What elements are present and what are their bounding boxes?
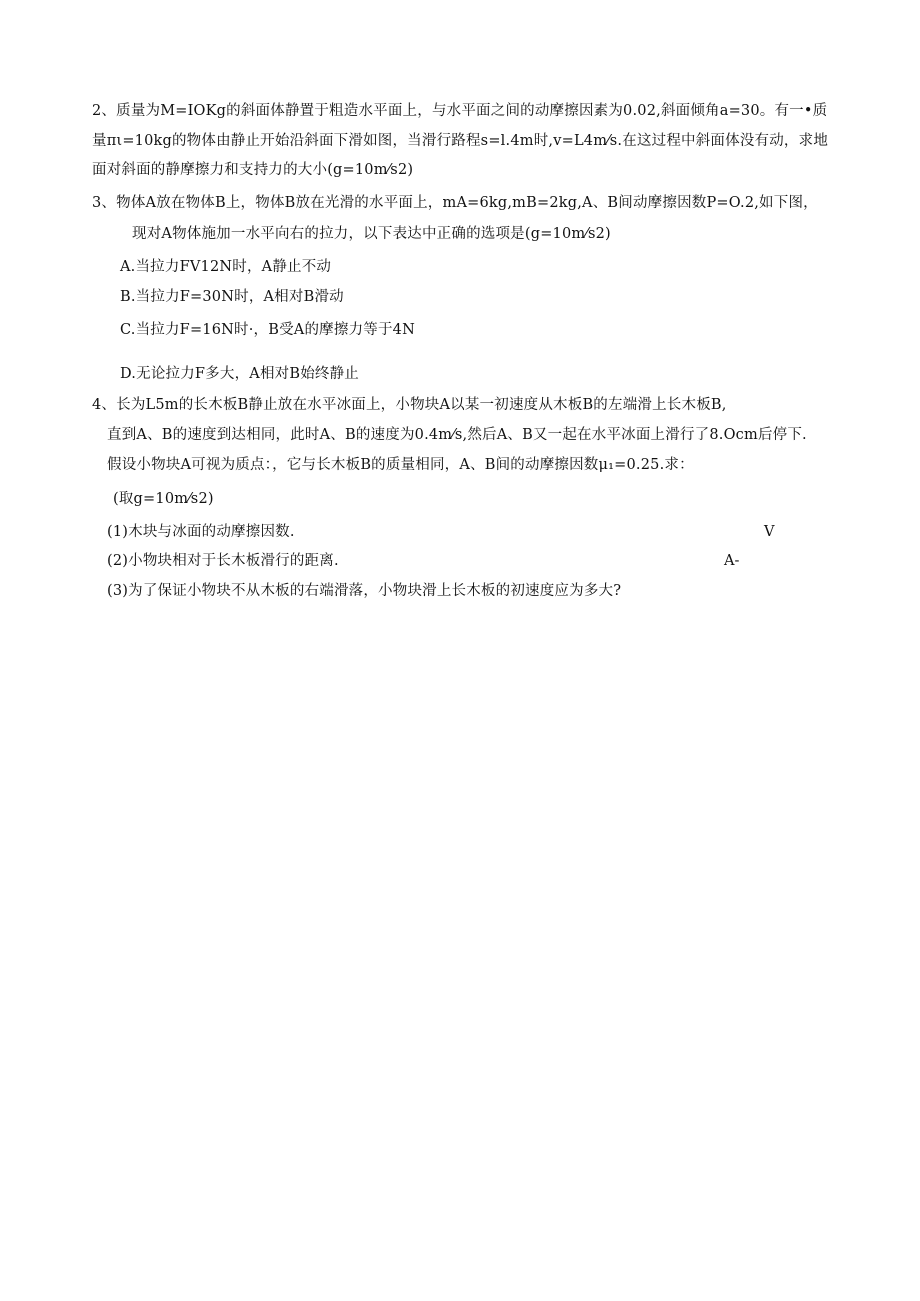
figure-label-v: V: [764, 524, 775, 540]
q2-line-2: 量πι=10kg的物体由静止开始沿斜面下滑如图，当滑行路程s=l.4m时,v=L4m⁄s.在这过程中斜面体没有动，求地: [92, 133, 829, 149]
q4-line-4: (取g=10m⁄s2): [113, 491, 214, 507]
q4-line-3: 假设小物块A可视为质点：，它与长木板B的质量相同，A、B间的动摩擦因数μ₁=0.25.求：: [107, 457, 694, 473]
q3-option-a: A.当拉力FV12N时，A静止不动: [120, 259, 332, 275]
q2-line-3: 面对斜面的静摩擦力和支持力的大小(g=10m⁄s2): [92, 162, 414, 178]
q4-line-2: 直到A、B的速度到达相同，此时A、B的速度为0.4m⁄s,然后A、B又一起在水平冰面上滑行了8.Ocm后停下.: [107, 427, 807, 443]
q4-sub-3: (3)为了保证小物块不从木板的右端滑落，小物块滑上长木板的初速度应为多大?: [107, 583, 622, 599]
q2-line-1: 2、质量为M=IOKg的斜面体静置于粗造水平面上，与水平面之间的动摩擦因素为0.02,斜面倾角a=30。有一•质: [92, 103, 828, 119]
figure-label-a: A-: [724, 553, 740, 569]
q3-option-d: D.无论拉力F多大，A相对B始终静止: [120, 366, 360, 382]
q4-sub-2: (2)小物块相对于长木板滑行的距离.: [107, 553, 339, 569]
q3-option-b: B.当拉力F=30N时，A相对B滑动: [120, 289, 344, 305]
q3-option-c: C.当拉力F=16N时·，B受A的摩擦力等于4N: [120, 322, 415, 338]
q3-line-1: 3、物体A放在物体B上，物体B放在光滑的水平面上，mA=6kg,mB=2kg,A、B间动摩擦因数P=O.2,如下图，: [92, 195, 818, 211]
q3-line-2: 现对A物体施加一水平向右的拉力，以下表达中正确的选项是(g=10m⁄s2): [132, 226, 611, 242]
q4-sub-1: (1)木块与冰面的动摩擦因数.: [107, 524, 295, 540]
q4-line-1: 4、长为L5m的长木板B静止放在水平冰面上，小物块A以某一初速度从木板B的左端滑上长木板B,: [92, 397, 727, 413]
